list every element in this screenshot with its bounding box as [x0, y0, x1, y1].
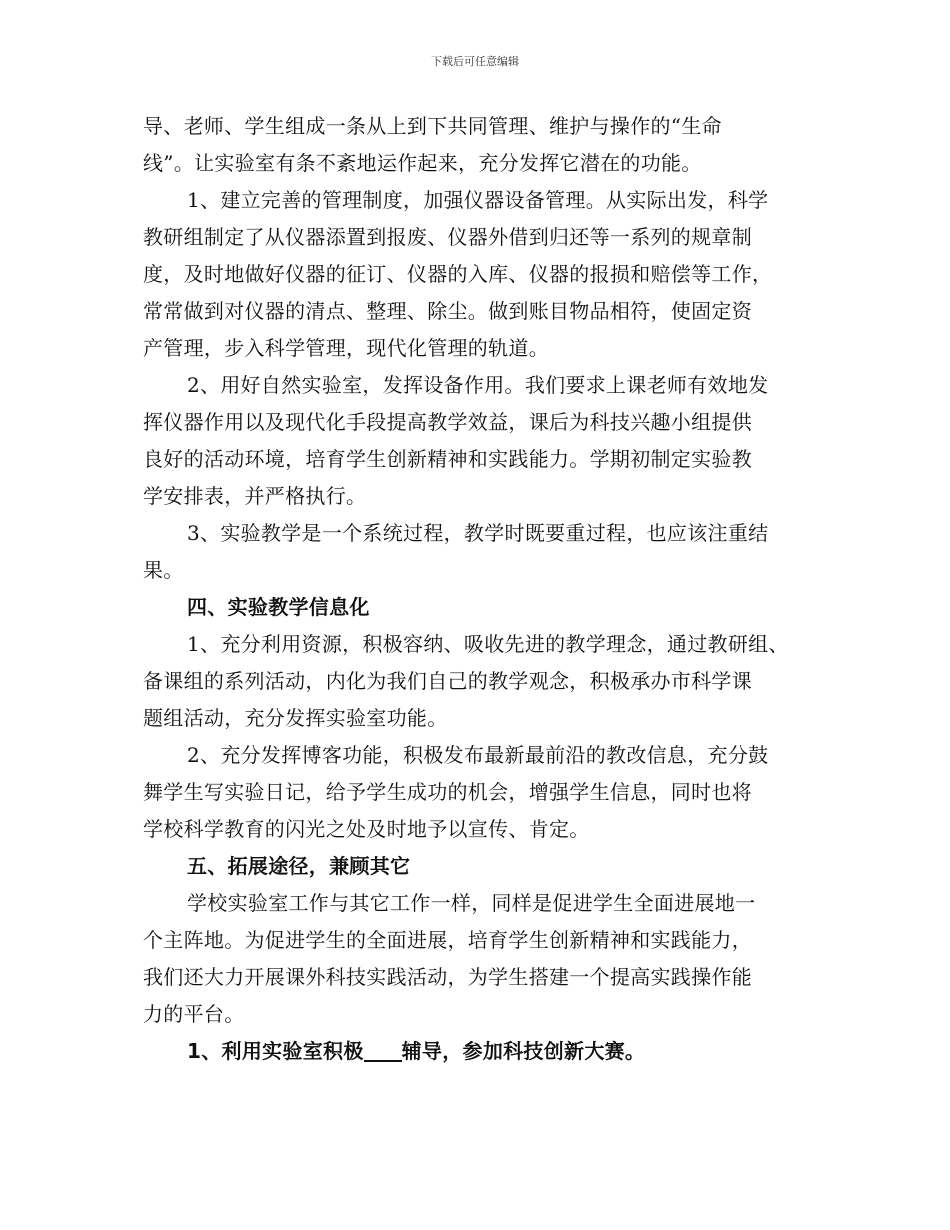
fill-in-blank	[364, 1040, 402, 1062]
paragraph-line: 挥仪器作用以及现代化手段提高教学效益，课后为科技兴趣小组提供	[143, 410, 752, 434]
paragraph-line: 3、实验教学是一个系统过程，教学时既要重过程，也应该注重结	[187, 521, 769, 545]
paragraph-line: 导、老师、学生组成一条从上到下共同管理、维护与操作的“生命	[143, 114, 722, 138]
paragraph-line: 1、充分利用资源，积极容纳、吸收先进的教学理念，通过教研组、	[187, 632, 789, 656]
paragraph-line: 学安排表，并严格执行。	[143, 484, 367, 508]
subsection-heading-start: 1、利用实验室积极	[187, 1039, 364, 1063]
paragraph-line: 常常做到对仪器的清点、整理、除尘。做到账目物品相符，使固定资	[143, 299, 752, 323]
paragraph-line: 线”。让实验室有条不紊地运作起来，充分发挥它潜在的功能。	[143, 151, 702, 175]
paragraph-line: 教研组制定了从仪器添置到报废、仪器外借到归还等一系列的规章制	[143, 225, 752, 249]
paragraph-line: 1、建立完善的管理制度，加强仪器设备管理。从实际出发，科学	[187, 188, 769, 212]
subsection-heading-end: 辅导，参加科技创新大赛。	[401, 1039, 646, 1063]
paragraph-line: 2、用好自然实验室，发挥设备作用。我们要求上课老师有效地发	[187, 373, 769, 397]
section-heading: 五、拓展途径，兼顾其它	[187, 854, 411, 878]
paragraph-line: 产管理，步入科学管理，现代化管理的轨道。	[143, 336, 549, 360]
section-heading: 四、实验教学信息化	[187, 595, 370, 619]
paragraph-line: 舞学生写实验日记，给予学生成功的机会，增强学生信息，同时也将	[143, 780, 752, 804]
paragraph-line: 个主阵地。为促进学生的全面进展，培育学生创新精神和实践能力，	[143, 928, 752, 952]
paragraph-line: 学校科学教育的闪光之处及时地予以宣传、肯定。	[143, 817, 590, 841]
paragraph-line: 2、充分发挥博客功能，积极发布最新最前沿的教改信息，充分鼓	[187, 743, 769, 767]
page-header: 下载后可任意编辑	[431, 55, 519, 68]
paragraph-line: 力的平台。	[143, 1002, 245, 1026]
paragraph-line: 良好的活动环境，培育学生创新精神和实践能力。学期初制定实验教	[143, 447, 752, 471]
paragraph-line: 果。	[143, 558, 184, 582]
paragraph-line: 备课组的系列活动，内化为我们自己的教学观念，积极承办市科学课	[143, 669, 752, 693]
subsection-heading	[187, 1037, 645, 1065]
paragraph-line: 我们还大力开展课外科技实践活动，为学生搭建一个提高实践操作能	[143, 965, 752, 989]
paragraph-line: 题组活动，充分发挥实验室功能。	[143, 706, 448, 730]
paragraph-line: 学校实验室工作与其它工作一样，同样是促进学生全面进展地一	[187, 891, 756, 915]
paragraph-line: 度，及时地做好仪器的征订、仪器的入库、仪器的报损和赔偿等工作，	[143, 262, 773, 286]
